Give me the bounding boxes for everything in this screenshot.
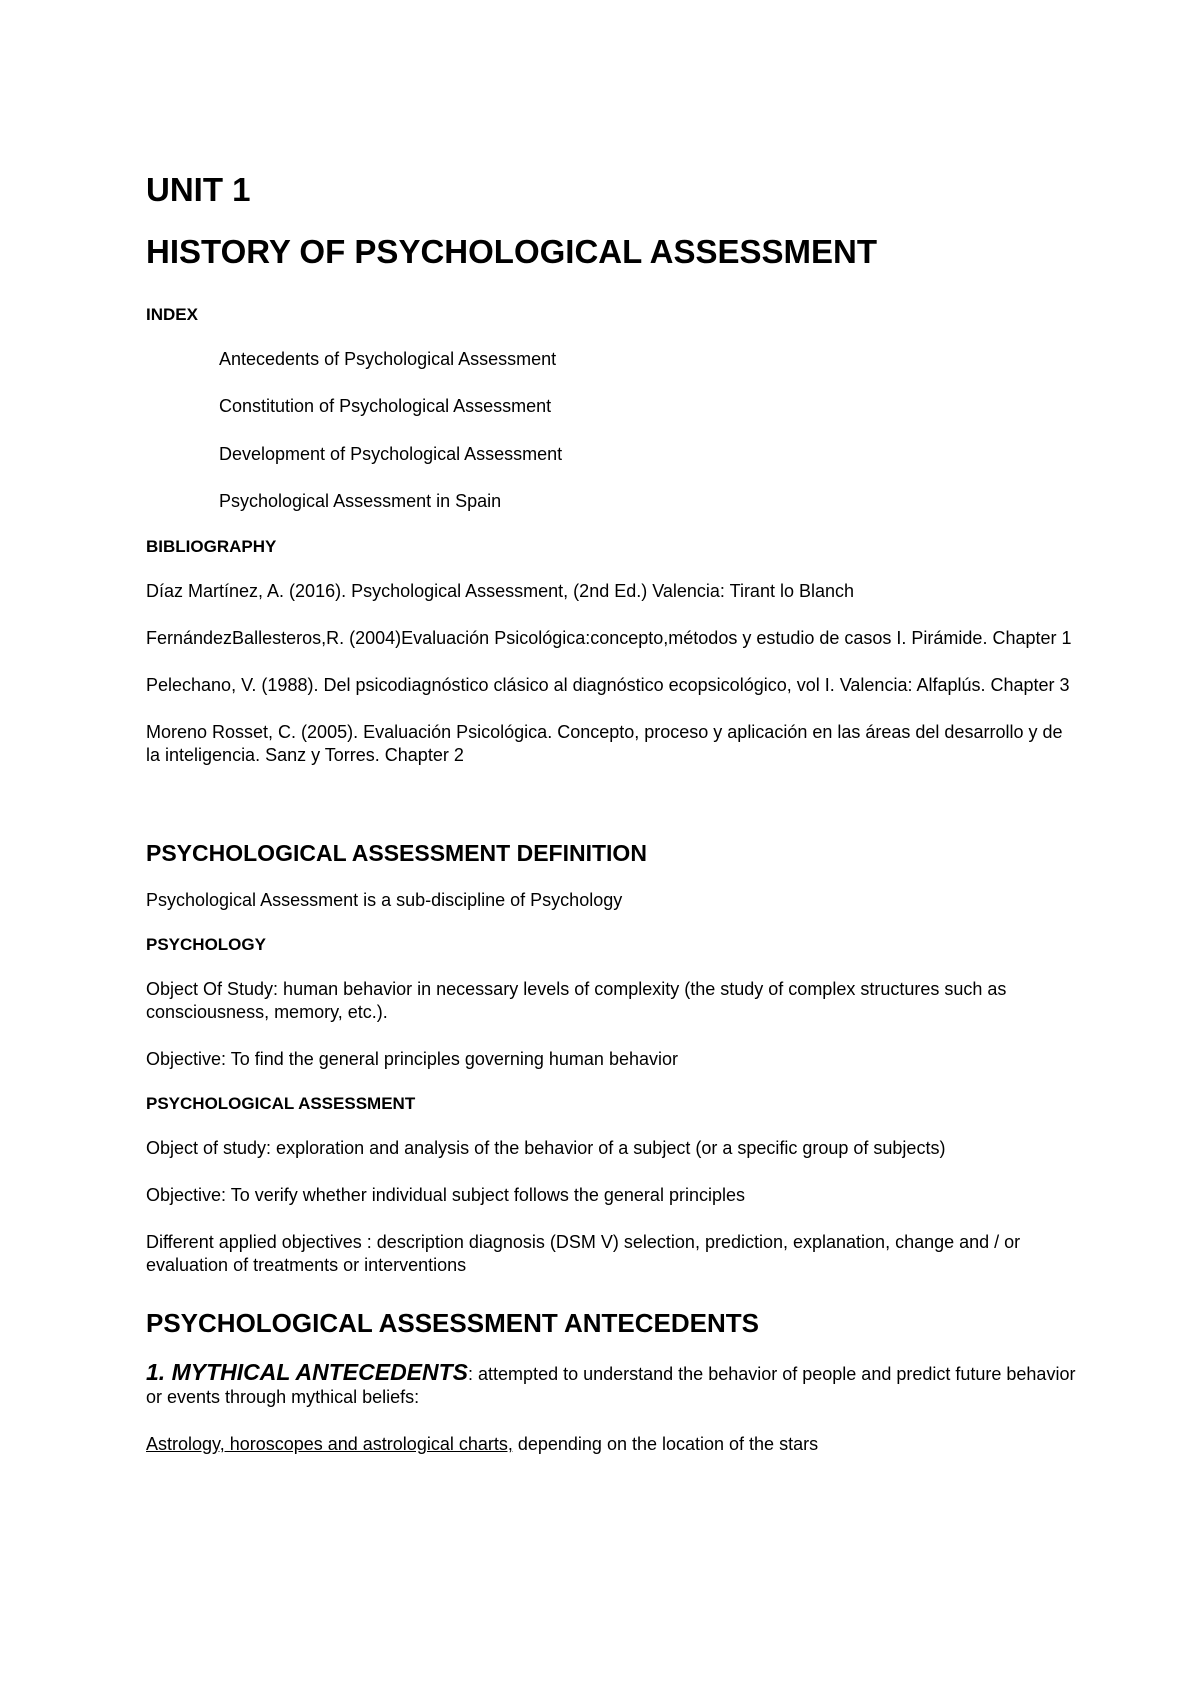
astrology-paragraph (146, 1433, 1076, 1456)
bibliography-label: BIBLIOGRAPHY (146, 537, 277, 556)
mythical-antecedents-paragraph (146, 1361, 1076, 1409)
psychology-objective: Objective: To find the general principles governing human behavior (146, 1049, 678, 1069)
bibliography-entry: FernándezBallesteros,R. (2004)Evaluación Psicológica:concepto,métodos y estudio de casos I. Pirámide. Chapter 1 (146, 628, 1072, 648)
unit-title: UNIT 1 (146, 171, 251, 208)
index-item: Antecedents of Psychological Assessment (219, 349, 557, 369)
bibliography-entry: Moreno Rosset, C. (2005). Evaluación Psicológica. Concepto, proceso y aplicación en las áreas del desarrollo y de la inteligencia. Sanz y Torres. Chapter 2 (146, 722, 1063, 765)
astrology-underlined: Astrology, horoscopes and astrological charts, (146, 1434, 513, 1454)
index-label: INDEX (146, 305, 198, 324)
assessment-label: PSYCHOLOGICAL ASSESSMENT (146, 1094, 416, 1113)
definition-intro: Psychological Assessment is a sub-discipline of Psychology (146, 890, 623, 910)
mythical-antecedents-heading: 1. MYTHICAL ANTECEDENTS (146, 1359, 469, 1385)
assessment-objective: Objective: To verify whether individual subject follows the general principles (146, 1185, 745, 1205)
index-item: Constitution of Psychological Assessment (219, 396, 552, 416)
bibliography-entry: Pelechano, V. (1988). Del psicodiagnóstico clásico al diagnóstico ecopsicológico, vol I. Valencia: Alfaplús. Chapter 3 (146, 675, 1070, 695)
assessment-object-of-study: Object of study: exploration and analysis of the behavior of a subject (or a specific group of subjects) (146, 1138, 946, 1158)
assessment-applied-objectives: Different applied objectives : description diagnosis (DSM V) selection, prediction, explanation, change and / or evaluation of treatments or interventions (146, 1232, 1021, 1275)
psychology-label: PSYCHOLOGY (146, 935, 266, 954)
page-title: HISTORY OF PSYCHOLOGICAL ASSESSMENT (146, 233, 877, 270)
astrology-rest: depending on the location of the stars (512, 1434, 819, 1454)
bibliography-entry: Díaz Martínez, A. (2016). Psychological Assessment, (2nd Ed.) Valencia: Tirant lo Blanch (146, 581, 855, 601)
mythical-antecedents-text: : attempted to understand the behavior of people and predict future behavior or events through mythical beliefs: (146, 1364, 1076, 1407)
index-list (146, 348, 1076, 513)
document-page (146, 170, 1076, 1456)
definition-title: PSYCHOLOGICAL ASSESSMENT DEFINITION (146, 840, 647, 866)
psychology-object-of-study: Object Of Study: human behavior in necessary levels of complexity (the study of complex structures such as consciousness, memory, etc.). (146, 979, 1007, 1022)
index-item: Psychological Assessment in Spain (219, 491, 502, 511)
index-item: Development of Psychological Assessment (219, 444, 563, 464)
antecedents-title: PSYCHOLOGICAL ASSESSMENT ANTECEDENTS (146, 1308, 759, 1338)
